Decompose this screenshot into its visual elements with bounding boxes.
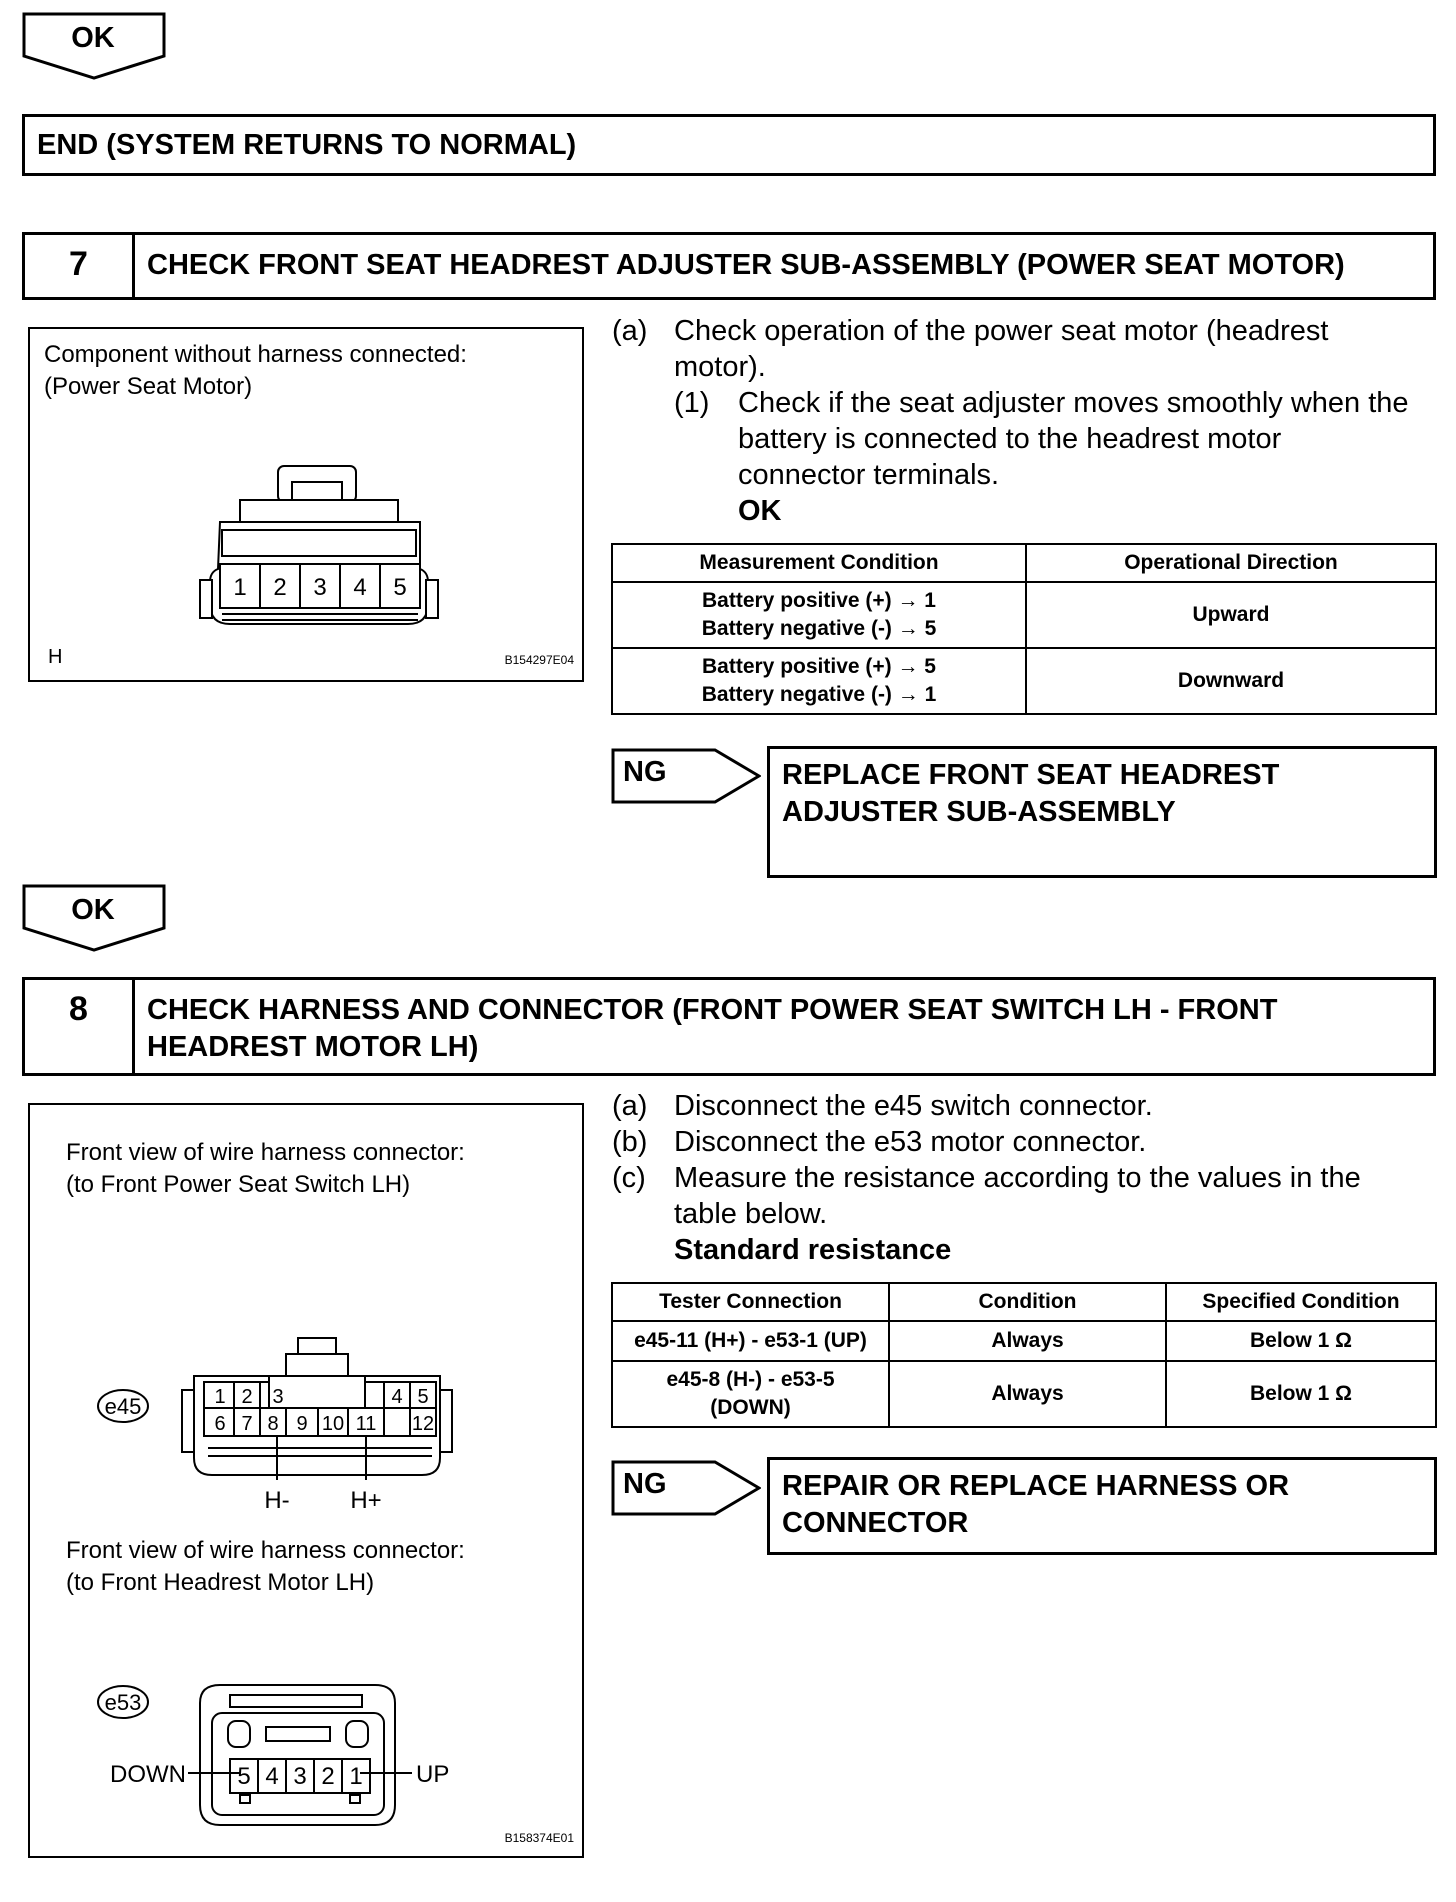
table-header: Specified Condition [1166,1283,1436,1321]
table-row [612,582,1436,648]
step-7-title: CHECK FRONT SEAT HEADREST ADJUSTER SUB-ASSEMBLY (POWER SEAT MOTOR) [147,249,1345,281]
table-cell: Always [889,1361,1166,1427]
cell-line: Battery negative (-) → 5 [701,617,937,640]
table-header: Tester Connection [612,1283,889,1321]
step-7-instruction-1 [674,385,1444,505]
pin-label: 9 [296,1413,308,1435]
pin-label: 3 [313,574,327,601]
figure-caption: (Power Seat Motor) [44,373,253,400]
power-seat-motor-connector-diagram [180,464,460,629]
instruction-text: Check operation of the power seat motor (headrest [674,315,1329,347]
pin-label: 5 [393,574,407,601]
step-8-ng-tag [611,1460,761,1516]
ok-tag-label: OK [71,894,115,926]
cell-line: (DOWN) [710,1396,791,1419]
ok-tag-label: OK [71,22,115,54]
step-8-instruction-b [612,1124,1442,1160]
step-7-table [611,543,1437,715]
pin-label: 3 [272,1386,284,1408]
table-cell: e45-11 (H+) - e53-1 (UP) [612,1321,889,1361]
pin-label: 3 [293,1763,307,1790]
step-8-instruction-a [612,1088,1442,1124]
step-7-instruction-a [612,313,1442,393]
table-cell: Always [889,1321,1166,1361]
step-8-ng-result [767,1457,1437,1555]
table-row [612,648,1436,714]
table-header: Condition [889,1283,1166,1321]
step-8-instruction-c [612,1160,1442,1240]
instruction-text: connector terminals. [738,459,1000,491]
step-8-table [611,1282,1437,1428]
figure-caption: (to Front Headrest Motor LH) [66,1569,375,1596]
step-8-header [22,977,1436,1076]
pin-label: 6 [214,1413,226,1435]
table-cell [612,648,1026,714]
pin-label: 1 [233,574,247,601]
pin-label: 4 [391,1386,403,1408]
step-8-figure [28,1103,584,1858]
step-7-ng-tag [611,748,761,804]
step-7-header [22,232,1436,300]
table-cell: Below 1 Ω [1166,1361,1436,1427]
instruction-text: motor). [674,351,766,383]
ng-result-line: REPAIR OR REPLACE HARNESS OR [782,1470,1290,1502]
instruction-text: Disconnect the e45 switch connector. [674,1090,1153,1122]
h-minus-label: H- [264,1487,290,1514]
e53-connector-diagram [80,1655,520,1835]
table-header-row [612,544,1436,582]
instruction-text: Disconnect the e53 motor connector. [674,1126,1147,1158]
table-header-row [612,1283,1436,1321]
e45-connector-diagram [80,1330,480,1520]
pin-label: 7 [241,1413,253,1435]
table-header: Operational Direction [1026,544,1436,582]
cell-line: Battery negative (-) → 1 [701,683,937,706]
pin-label: 4 [265,1763,279,1790]
step-7-number: 7 [25,235,135,297]
step-7-ng-result [767,746,1437,878]
up-label: UP [416,1761,450,1788]
standard-resistance-label: Standard resistance [674,1234,952,1266]
instruction-marker: (1) [674,387,710,419]
ng-tag-label: NG [623,1468,667,1500]
instruction-marker: (b) [612,1126,648,1158]
cell-line: Battery positive (+) → 5 [702,655,936,678]
pin-label: 2 [321,1763,335,1790]
ok-tag-middle [22,884,166,954]
step-8-number: 8 [25,980,135,1073]
instruction-marker: (c) [612,1162,646,1194]
ng-result-line: CONNECTOR [782,1507,969,1539]
instruction-text: Measure the resistance according to the values in the [674,1162,1361,1194]
pin-label: 2 [273,574,287,601]
instruction-text: Check if the seat adjuster moves smoothly when the [738,387,1409,419]
connector-id: e45 [104,1394,142,1419]
pin-label: 5 [237,1763,251,1790]
down-label: DOWN [110,1761,186,1788]
step-8-title-line: CHECK HARNESS AND CONNECTOR (FRONT POWER SEAT SWITCH LH - FRONT [147,994,1278,1026]
instruction-text: table below. [674,1198,828,1230]
instruction-text: battery is connected to the headrest motor [738,423,1282,455]
instruction-marker: (a) [612,315,648,347]
pin-label: 1 [214,1386,226,1408]
step-8-title [135,980,1433,1073]
pin-label: 10 [321,1413,345,1435]
ng-result-line: REPLACE FRONT SEAT HEADREST [782,759,1280,791]
ng-tag-label: NG [623,756,667,788]
pin-label: 12 [411,1413,435,1435]
figure-caption: (to Front Power Seat Switch LH) [66,1171,411,1198]
step-7-figure [28,327,584,682]
cell-line: Battery positive (+) → 1 [702,589,936,612]
pin-label: 2 [241,1386,253,1408]
pin-label: 1 [349,1763,363,1790]
figure-caption: Component without harness connected: [44,341,467,368]
table-row [612,1321,1436,1361]
figure-caption: Front view of wire harness connector: [66,1537,465,1564]
step-7-ok-label: OK [738,495,782,527]
connector-id: e53 [104,1690,142,1715]
pin-label: 8 [267,1413,279,1435]
pin-label: 4 [353,574,367,601]
ok-tag-top [22,12,166,82]
table-row [612,1361,1436,1427]
table-header: Measurement Condition [612,544,1026,582]
table-cell [612,1361,889,1427]
figure-corner-label: H [48,646,63,668]
h-plus-label: H+ [350,1487,382,1514]
table-cell: Downward [1026,648,1436,714]
end-box: END (SYSTEM RETURNS TO NORMAL) [22,114,1436,176]
table-cell: Below 1 Ω [1166,1321,1436,1361]
figure-caption: Front view of wire harness connector: [66,1139,465,1166]
ng-result-line: ADJUSTER SUB-ASSEMBLY [782,796,1176,828]
step-8-title-line: HEADREST MOTOR LH) [147,1031,479,1063]
pin-label: 5 [417,1386,429,1408]
table-cell: Upward [1026,582,1436,648]
pin-label: 11 [355,1413,377,1435]
figure-code: B158374E01 [504,1831,574,1845]
instruction-marker: (a) [612,1090,648,1122]
cell-line: e45-8 (H-) - e53-5 [666,1368,835,1391]
figure-code: B154297E04 [504,653,574,667]
table-cell [612,582,1026,648]
